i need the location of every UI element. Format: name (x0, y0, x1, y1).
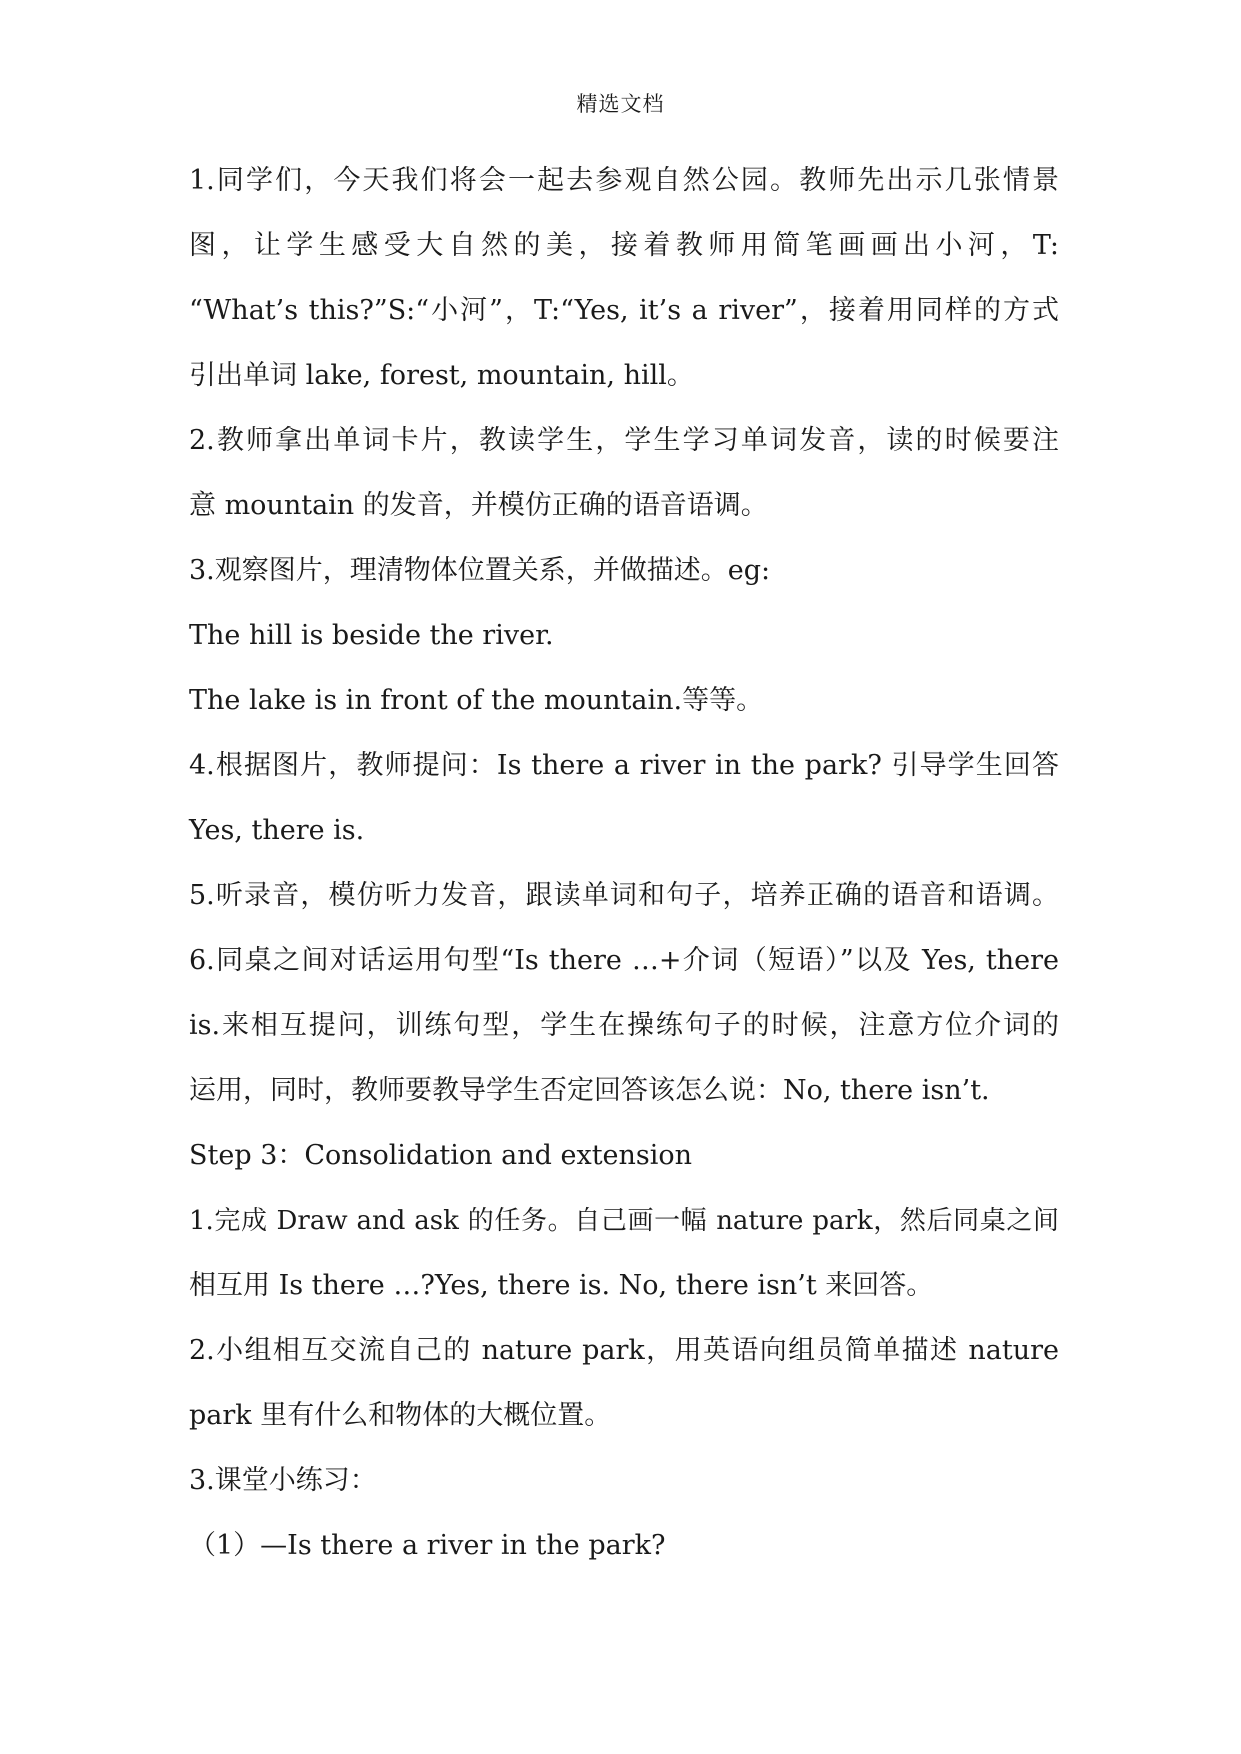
text-line: The lake is in front of the mountain.等等。 (189, 685, 764, 716)
page-header: 精选文档 (576, 92, 665, 116)
text-line: 3.观察图片，理清物体位置关系，并做描述。eg: (189, 555, 771, 586)
text-line: park 里有什么和物体的大概位置。 (189, 1400, 612, 1431)
text-line: is.来相互提问，训练句型，学生在操练句子的时候，注意方位介词的 (189, 1010, 1059, 1041)
text-line: 意 mountain 的发音，并模仿正确的语音语调。 (189, 490, 768, 521)
text-line: 2.教师拿出单词卡片，教读学生，学生学习单词发音，读的时候要注 (189, 425, 1059, 456)
text-line: 4.根据图片，教师提问：Is there a river in the park? 引导学生回答 (189, 750, 1059, 781)
text-line: 图，让学生感受大自然的美，接着教师用简笔画画出小河，T: (189, 230, 1059, 261)
text-line: 2.小组相互交流自己的 nature park，用英语向组员简单描述 nature (189, 1335, 1059, 1366)
text-line: 5.听录音，模仿听力发音，跟读单词和句子，培养正确的语音和语调。 (189, 880, 1059, 911)
text-line: 引出单词 lake, forest, mountain, hill。 (189, 360, 694, 391)
text-line: 6.同桌之间对话运用句型“Is there …+介词（短语）”以及 Yes, there (189, 945, 1059, 976)
text-line: Yes, there is. (189, 815, 365, 846)
document-body (189, 158, 1059, 1588)
text-line: 相互用 Is there …?Yes, there is. No, there isn’t 来回答。 (189, 1270, 934, 1301)
text-line: 1.同学们，今天我们将会一起去参观自然公园。教师先出示几张情景 (189, 165, 1059, 196)
text-line: 1.完成 Draw and ask 的任务。自己画一幅 nature park，然后同桌之间 (189, 1206, 1059, 1236)
text-line: The hill is beside the river. (189, 620, 554, 651)
text-line: 运用，同时，教师要教导学生否定回答该怎么说：No, there isn’t. (189, 1075, 990, 1106)
exercise-item: （1）—Is there a river in the park? (189, 1530, 666, 1561)
section-heading: Step 3：Consolidation and extension (189, 1140, 693, 1171)
text-line: “What’s this?”S:“小河”，T:“Yes, it’s a river”，接着用同样的方式 (189, 295, 1059, 326)
text-line: 3.课堂小练习： (189, 1465, 377, 1496)
